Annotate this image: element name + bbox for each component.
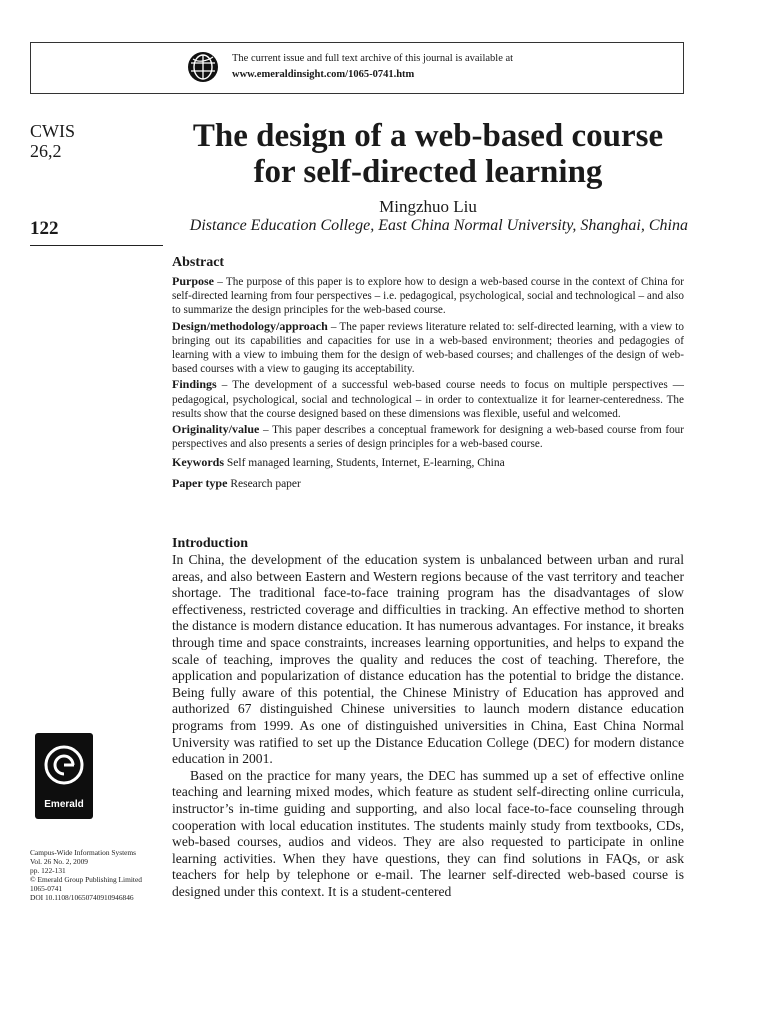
globe-icon: [187, 51, 219, 83]
keywords: [172, 455, 684, 471]
keywords-text: Self managed learning, Students, Internet, E-learning, China: [224, 457, 505, 470]
abstract-section: [172, 255, 684, 491]
journal-code: CWIS: [30, 121, 75, 141]
banner-url-link[interactable]: www.emeraldinsight.com/1065-0741.htm: [232, 69, 415, 80]
page-number: 122: [30, 218, 59, 239]
journal-banner: [30, 42, 684, 94]
emerald-logo-text: Emerald: [44, 799, 84, 810]
emerald-logo: [35, 733, 93, 819]
paper-type-text: Research paper: [227, 477, 301, 490]
pubinfo-copyright: © Emerald Group Publishing Limited: [30, 875, 142, 884]
purpose-text: – The purpose of this paper is to explore how to design a web-based course in the context of China for self-directed learning from four perspectives – i.e. pedagogical, psychological, social and technological – and also to summarize the design principles for the web-based course.: [172, 276, 684, 317]
paper-title: The design of a web-based course for self-directed learning: [192, 118, 664, 190]
pubinfo-pages: pp. 122-131: [30, 866, 66, 875]
section-heading: Introduction: [172, 536, 248, 551]
abstract-heading: Abstract: [172, 255, 225, 270]
abstract-findings: [172, 377, 684, 421]
method-label: Design/methodology/approach: [172, 318, 328, 333]
keywords-label: Keywords: [172, 455, 224, 470]
purpose-label: Purpose: [172, 274, 214, 288]
abstract-purpose: [172, 274, 684, 318]
publication-info: [30, 848, 170, 902]
pubinfo-doi: DOI 10.1108/10650740910946846: [30, 893, 134, 902]
body-paragraph: Based on the practice for many years, the DEC has summed up a set of effective online teaching and learning mixed modes, which feature as student self-directing online curricula, instructor’s in-time guiding and supporting, and also local face-to-face counseling through cooperation with local education institutes. The students mainly study from textbooks, CDs, web-based courses, audios and videos. They are also requested to participate in online learning activities. When they have questions, they can find solutions in FAQs, or ask teachers for help by telephone or e-mail. The learner self-directed web-based course is designed under this context. It is a student-centered: [172, 767, 684, 899]
journal-volume-issue: 26,2: [30, 141, 62, 161]
originality-label: Originality/value: [172, 422, 260, 437]
introduction-section: [172, 535, 684, 900]
paper-type-label: Paper type: [172, 475, 228, 490]
author-name: Mingzhuo Liu: [379, 197, 477, 216]
banner-text: The current issue and full text archive of this journal is available at: [232, 53, 514, 64]
body-paragraph: In China, the development of the education system is unbalanced between urban and rural areas, and also between Eastern and Western regions because of the vast territory and teacher shortage. The traditional face-to-face training program has the disadvantages of slow effectiveness, restricted coverage and difficulties in tracking. An effective method to shorten the distance is modern distance education. It has numerous advantages. For instance, it breaks through time and space constraints, increases learning opportunities, and helps to expand the scale of teaching, improves the quality and reduces the cost of teaching. Therefore, the application and popularization of distance education has the potential to bridge the distance. Being fully aware of this potential, the Chinese Ministry of Education has approved and authorized 67 distinguished Chinese universities to launch modern distance education programs from 1999. As one of distinguished universities in China, East China Normal University was ratified to set up the Distance Education College (DEC) for modern distance education in 2001.: [172, 552, 684, 767]
method-text: – The paper reviews literature related to: self-directed learning, with a view to bringing out its capabilities and capacities for use in a web-based environment; theories and pedagogies of learning with a view to imbuing them for the design of web-based courses; and challenges of the design of web-based courses with a view to gauging its acceptability.: [172, 320, 684, 376]
findings-text: – The development of a successful web-based course needs to focus on multiple perspectives — pedagogical, psychological, social and technological – in order to contextualize it for learner-centeredness. The results show that the course designed based on these dimensions was flexible, useful and welcomed.: [172, 379, 684, 420]
author-affiliation: Distance Education College, East China Normal University, Shanghai, China: [189, 217, 688, 234]
originality-text: – This paper describes a conceptual framework for designing a web-based course from four perspectives and also presents a series of design principles for a web-based course.: [172, 424, 684, 451]
paper-type: [172, 476, 684, 492]
findings-label: Findings: [172, 377, 217, 392]
pubinfo-volume: Vol. 26 No. 2, 2009: [30, 857, 88, 866]
page-number-rule: [30, 245, 163, 246]
pubinfo-journal: Campus-Wide Information Systems: [30, 848, 137, 857]
abstract-method: [172, 319, 684, 377]
emerald-logo-icon: [41, 739, 87, 795]
abstract-originality: [172, 422, 684, 451]
pubinfo-issn: 1065-0741: [30, 884, 63, 893]
